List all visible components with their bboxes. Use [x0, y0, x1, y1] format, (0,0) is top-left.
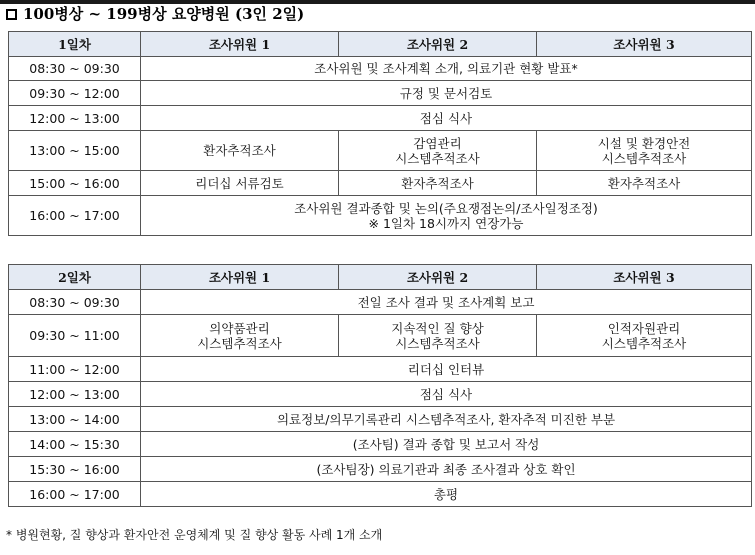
- time-cell: 16:00 ~ 17:00: [9, 482, 141, 507]
- time-cell: 08:30 ~ 09:30: [9, 57, 141, 81]
- time-cell: 13:00 ~ 14:00: [9, 407, 141, 432]
- time-cell: 09:30 ~ 11:00: [9, 315, 141, 357]
- activity-cell: 점심 식사: [141, 106, 752, 131]
- activity-cell: (조사팀) 결과 종합 및 보고서 작성: [141, 432, 752, 457]
- table-row: [9, 357, 752, 382]
- activity-cell: 리더십 서류검토: [141, 171, 339, 196]
- table-row: [9, 315, 752, 357]
- header-surveyor-1: 조사위원 1: [141, 265, 339, 290]
- table-row: [9, 196, 752, 236]
- activity-cell: 지속적인 질 향상 시스템추적조사: [339, 315, 537, 357]
- activity-cell: 환자추적조사: [141, 131, 339, 171]
- time-cell: 13:00 ~ 15:00: [9, 131, 141, 171]
- time-cell: 16:00 ~ 17:00: [9, 196, 141, 236]
- table-row: [9, 432, 752, 457]
- time-cell: 15:00 ~ 16:00: [9, 171, 141, 196]
- header-surveyor-2: 조사위원 2: [339, 32, 537, 57]
- activity-cell: 의료정보/의무기록관리 시스템추적조사, 환자추적 미진한 부분: [141, 407, 752, 432]
- activity-cell: 조사위원 결과종합 및 논의(주요쟁점논의/조사일정조정) ※ 1일차 18시까지 연장가능: [141, 196, 752, 236]
- table-header-row: [9, 265, 752, 290]
- table-row: [9, 171, 752, 196]
- header-surveyor-1: 조사위원 1: [141, 32, 339, 57]
- table-row: [9, 457, 752, 482]
- table-row: [9, 57, 752, 81]
- activity-cell: 규정 및 문서검토: [141, 81, 752, 106]
- header-day: 2일차: [9, 265, 141, 290]
- activity-cell: 감염관리 시스템추적조사: [339, 131, 537, 171]
- time-cell: 12:00 ~ 13:00: [9, 106, 141, 131]
- table-row: [9, 131, 752, 171]
- table-header-row: [9, 32, 752, 57]
- activity-cell: (조사팀장) 의료기관과 최종 조사결과 상호 확인: [141, 457, 752, 482]
- table-row: [9, 407, 752, 432]
- activity-cell: 점심 식사: [141, 382, 752, 407]
- time-cell: 14:00 ~ 15:30: [9, 432, 141, 457]
- activity-cell: 시설 및 환경안전 시스템추적조사: [537, 131, 752, 171]
- table-row: [9, 106, 752, 131]
- header-surveyor-3: 조사위원 3: [537, 32, 752, 57]
- time-cell: 12:00 ~ 13:00: [9, 382, 141, 407]
- header-surveyor-2: 조사위원 2: [339, 265, 537, 290]
- activity-cell: 리더십 인터뷰: [141, 357, 752, 382]
- square-bullet-icon: [6, 9, 17, 20]
- footnote: * 병원현황, 질 향상과 환자안전 운영체계 및 질 향상 활동 사례 1개 소개: [6, 528, 383, 542]
- table-row: [9, 81, 752, 106]
- heading-text: 100병상 ~ 199병상 요양병원 (3인 2일): [23, 5, 305, 23]
- header-surveyor-3: 조사위원 3: [537, 265, 752, 290]
- table-row: [9, 382, 752, 407]
- time-cell: 09:30 ~ 12:00: [9, 81, 141, 106]
- header-day: 1일차: [9, 32, 141, 57]
- time-cell: 15:30 ~ 16:00: [9, 457, 141, 482]
- table-row: [9, 482, 752, 507]
- section-heading: [6, 4, 304, 24]
- activity-cell: 인적자원관리 시스템추적조사: [537, 315, 752, 357]
- day2-schedule-table: [8, 264, 752, 507]
- table-row: [9, 290, 752, 315]
- day1-schedule-table: [8, 31, 752, 236]
- activity-cell: 의약품관리 시스템추적조사: [141, 315, 339, 357]
- time-cell: 11:00 ~ 12:00: [9, 357, 141, 382]
- activity-cell: 전일 조사 결과 및 조사계획 보고: [141, 290, 752, 315]
- time-cell: 08:30 ~ 09:30: [9, 290, 141, 315]
- activity-cell: 조사위원 및 조사계획 소개, 의료기관 현황 발표*: [141, 57, 752, 81]
- activity-cell: 환자추적조사: [339, 171, 537, 196]
- activity-cell: 환자추적조사: [537, 171, 752, 196]
- activity-cell: 총평: [141, 482, 752, 507]
